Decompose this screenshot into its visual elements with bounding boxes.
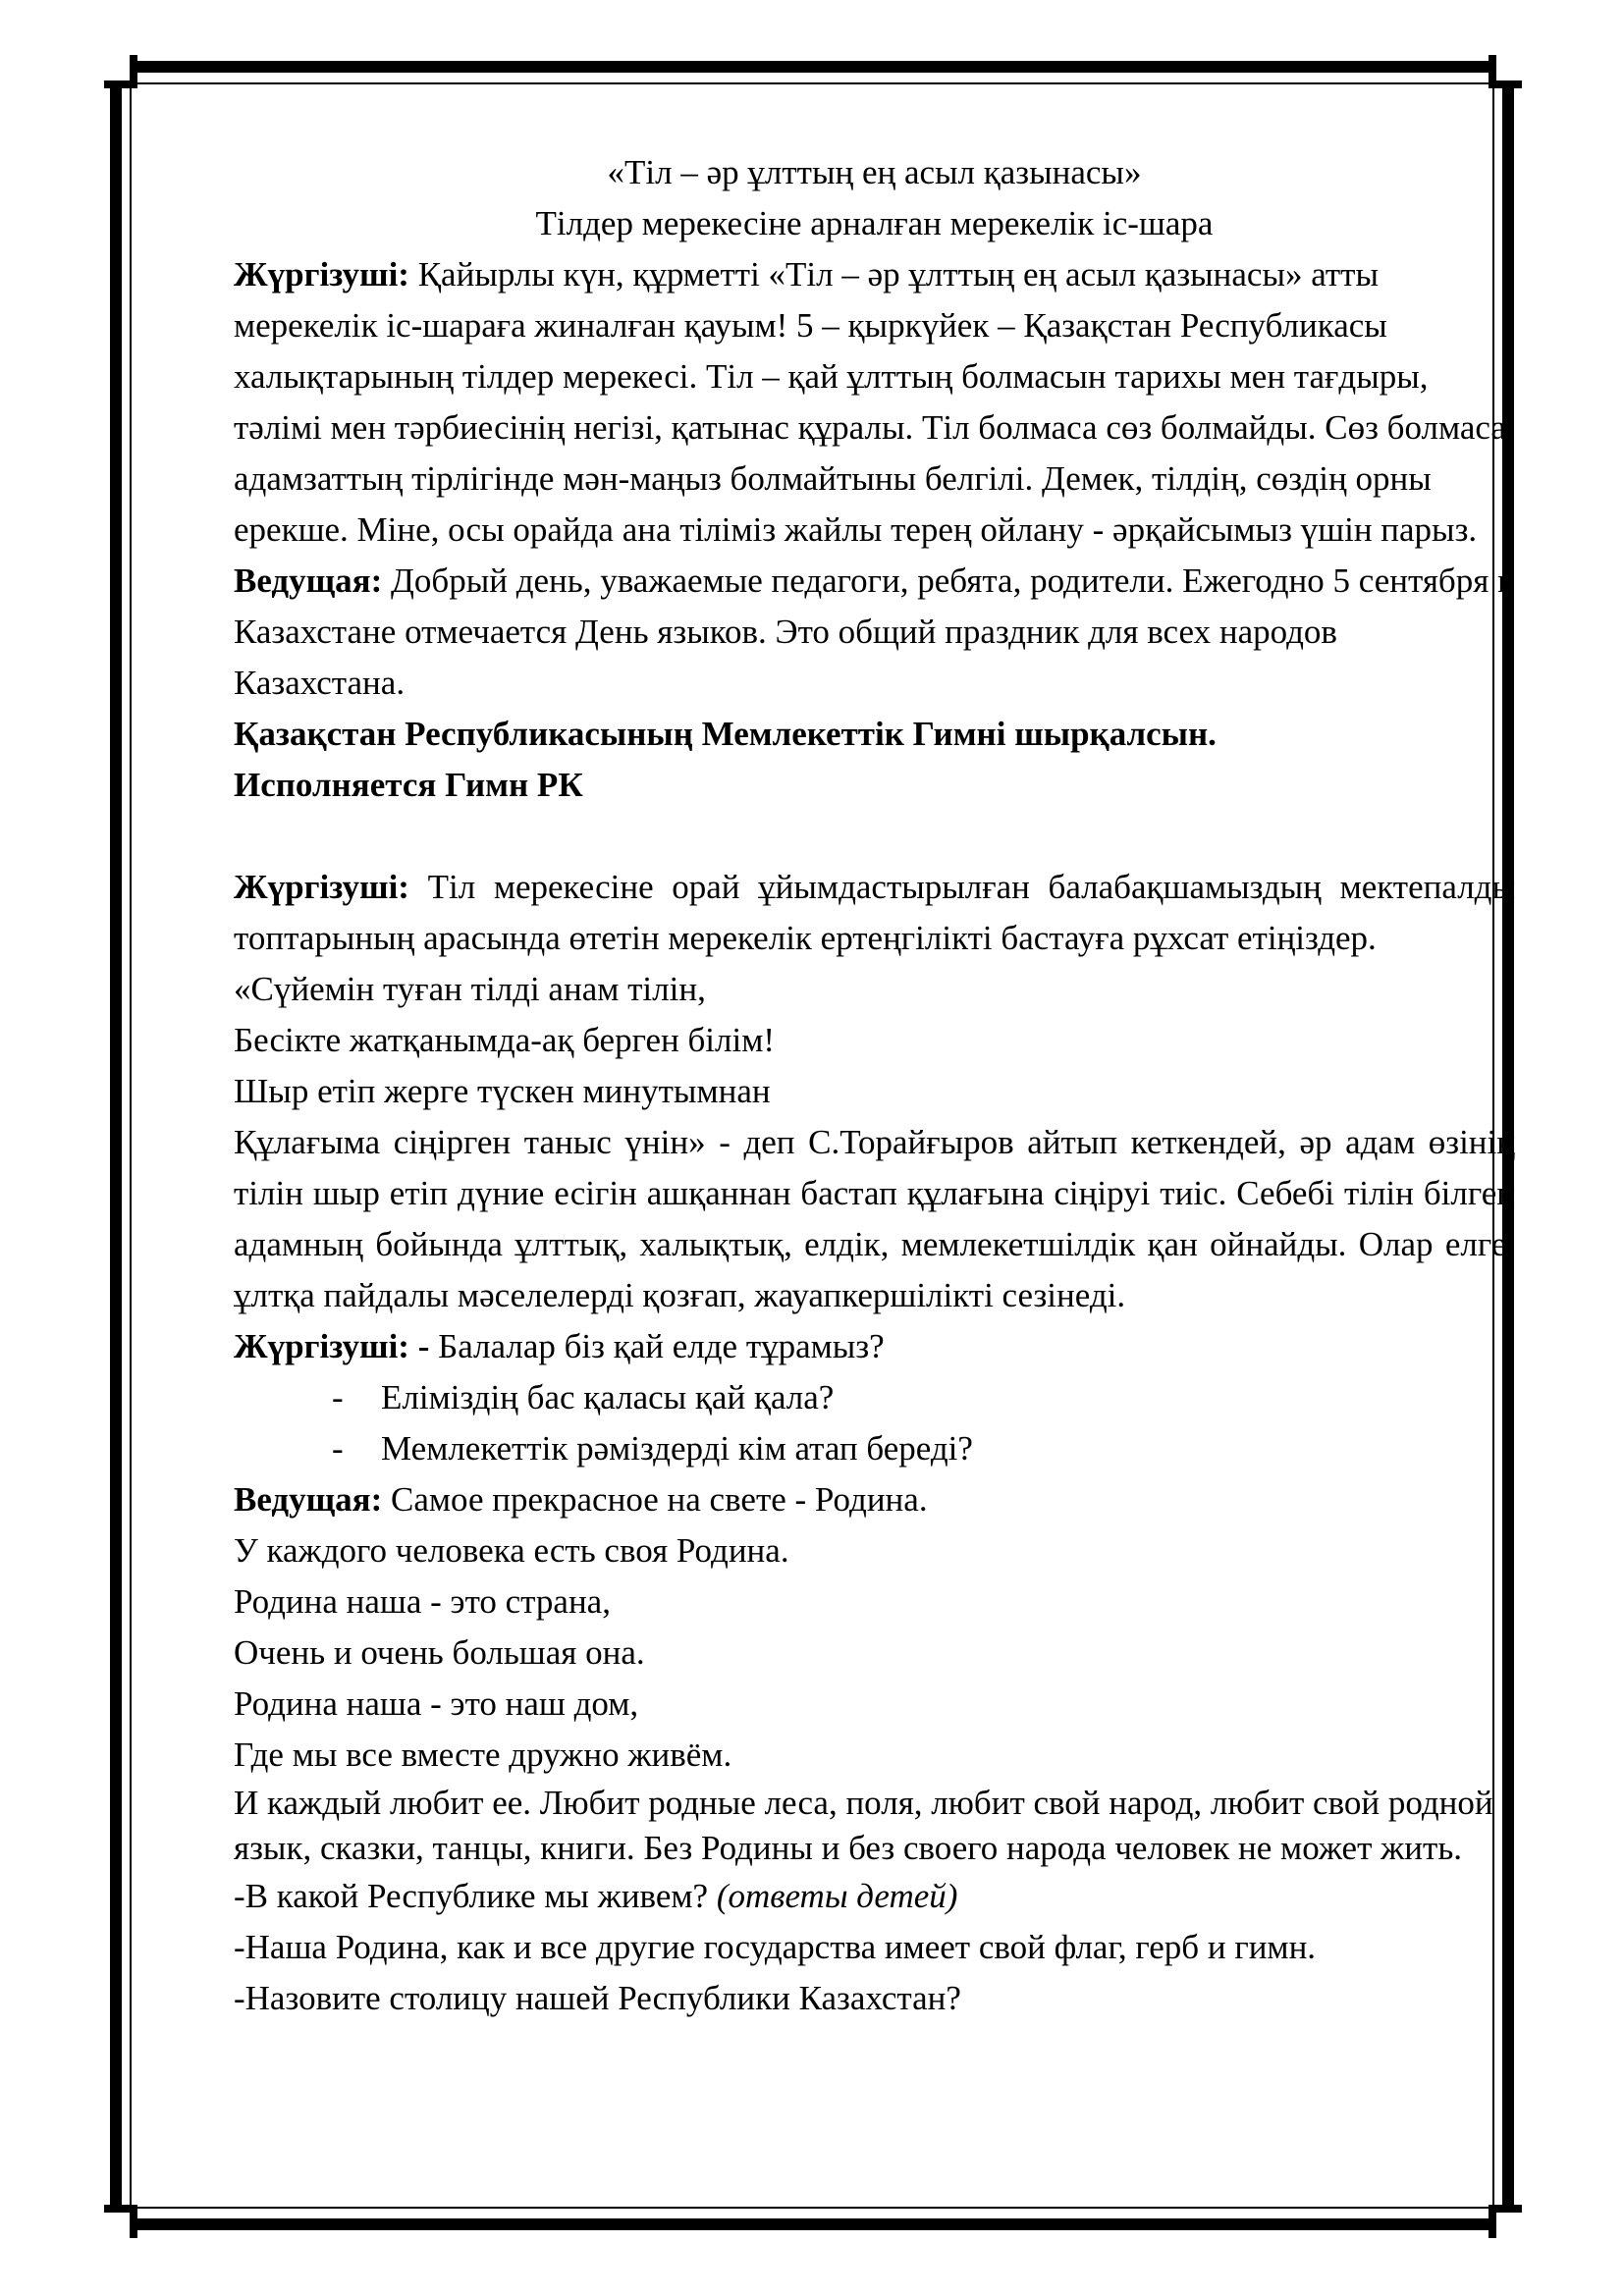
list-item: - Мемлекеттік рәміздерді кім атап береді? bbox=[332, 1429, 973, 1468]
paragraph-host-question bbox=[234, 1321, 1515, 1372]
verse-line: У каждого человека есть своя Родина. bbox=[234, 1531, 789, 1570]
border-corner-bottom-left bbox=[104, 2205, 137, 2238]
paragraph-love-homeland: И каждый любит ее. Любит родные леса, поля, любит свой народ, любит свой родной язык, сказки, танцы, книги. Без Родины и без своего народа человек не может жить. bbox=[234, 1784, 1493, 1867]
border-corner-top-right bbox=[1489, 55, 1522, 88]
paragraph-text: Тіл мерекесіне орай ұйымдастырылған балабақшамыздың мектепалды топтарының арасында өтетін мерекелік ертеңгілікті бастауға рұхсат етіңіздер. bbox=[234, 868, 1515, 957]
document-subtitle: Тілдер мерекесіне арналған мерекелік іс-шара bbox=[535, 204, 1214, 242]
document-title: «Тіл – әр ұлттың ең асыл қазынасы» bbox=[607, 153, 1142, 191]
paragraph-host-opening bbox=[234, 862, 1515, 964]
anthem-performed: Исполняется Гимн РК bbox=[234, 766, 583, 804]
line-capital: -Назовите столицу нашей Республики Казахстан? bbox=[234, 1979, 961, 2017]
question-republic: -В какой Республике мы живем? (ответы детей) bbox=[234, 1877, 958, 1915]
poem-line: Бесікте жатқанымда-ақ берген білім! bbox=[234, 1021, 776, 1059]
verse-line: Где мы все вместе дружно живём. bbox=[234, 1735, 732, 1774]
speaker-label: Жүргізуші: bbox=[234, 255, 409, 294]
poem-line: Шыр етіп жерге түскен минутымнан bbox=[234, 1072, 771, 1110]
paragraph-text: Самое прекрасное на свете - Родина. bbox=[382, 1480, 928, 1519]
document-body bbox=[234, 147, 1515, 2024]
poem-line: «Сүйемін туған тілді анам тілін, bbox=[234, 970, 706, 1008]
border-corner-bottom-right bbox=[1489, 2205, 1522, 2238]
verse-line: Родина наша - это наш дом, bbox=[234, 1684, 639, 1723]
paragraph-text: Добрый день, уважаемые педагоги, ребята, родители. Ежегодно 5 сентября в Казахстане отмечается День языков. Это общий праздник для всех народов Казахстана. bbox=[234, 561, 1514, 702]
speaker-label: Ведущая: bbox=[234, 1480, 383, 1519]
paragraph-text: Қайырлы күн, құрметті «Тіл – әр ұлттың ең асыл қазынасы» атты мерекелік іс-шараға жиналған қауым! 5 – қыркүйек – Қазақстан Республикасы халықтарының тілдер мерекесі. Тіл – қай ұлттың болмасын тарихы мен тағдыры, тәлімі мен тәрбиесінің негізі, қатынас құралы. Тіл болмаса сөз болмайды. Сөз болмаса адамзаттың тірлігінде мән-маңыз болмайтыны белгілі. Демек, тілдің, сөздің орны ерекше. Міне, осы орайда ана тіліміз жайлы терең ойлану - әрқайсымыз үшін парыз. bbox=[234, 255, 1506, 549]
verse-line: Родина наша - это страна, bbox=[234, 1582, 611, 1621]
paragraph-presenter-rodina bbox=[234, 1474, 1515, 1525]
border-corner-top-left bbox=[104, 55, 137, 88]
paragraph-text: Балалар біз қай елде тұрамыз? bbox=[429, 1327, 885, 1365]
speaker-label: Жүргізуші: bbox=[234, 868, 409, 906]
answer-note: (ответы детей) bbox=[716, 1877, 958, 1915]
speaker-label: Жүргізуші: - bbox=[234, 1327, 430, 1365]
paragraph-presenter-intro bbox=[234, 556, 1515, 709]
speaker-label: Ведущая: bbox=[234, 561, 383, 600]
paragraph-host-intro bbox=[234, 249, 1515, 556]
list-item: - Еліміздің бас қаласы қай қала? bbox=[332, 1378, 835, 1416]
spacer bbox=[234, 811, 1515, 862]
anthem-announcement: Қазақстан Республикасының Мемлекеттік Гимні шырқалсын. bbox=[234, 715, 1217, 753]
poem-continuation: Құлағыма сіңірген таныс үнін» - деп С.Торайғыров айтып кеткендей, әр адам өзінің тілін шыр етіп дүние есігін ашқаннан бастап құлағына сіңіруі тиіс. Себебі тілін білген адамның бойында ұлттық, халықтық, елдік, мемлекетшілдік қан ойнайды. Олар елге, ұлтқа пайдалы мәселелерді қозғап, жауапкершілікті сезінеді. bbox=[234, 1123, 1515, 1314]
verse-line: Очень и очень большая она. bbox=[234, 1633, 645, 1672]
line-symbols: -Наша Родина, как и все другие государства имеет свой флаг, герб и гимн. bbox=[234, 1928, 1317, 1966]
